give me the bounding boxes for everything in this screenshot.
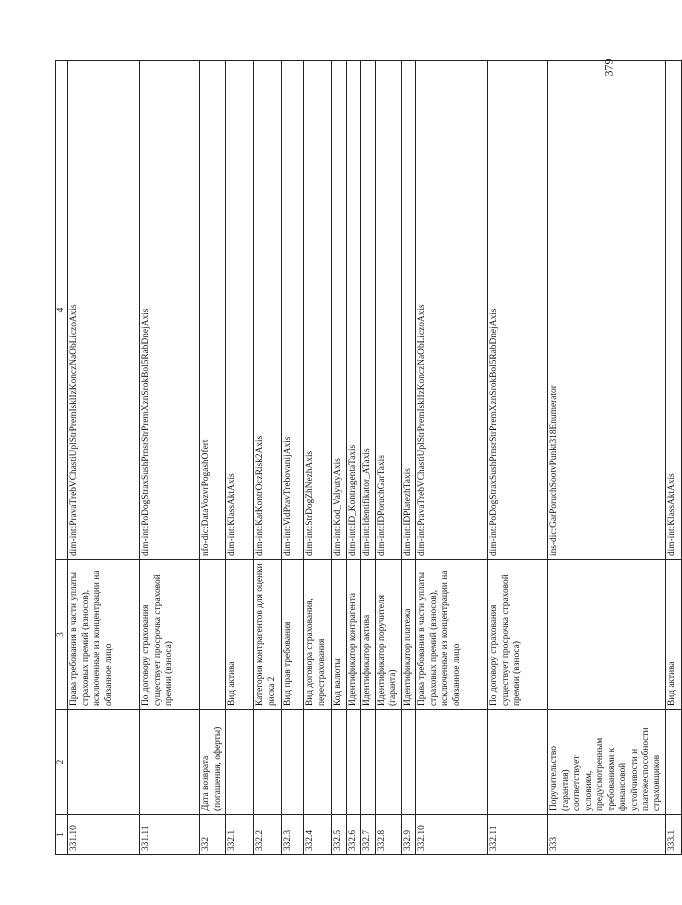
- row-description: Вид актива: [226, 560, 254, 710]
- table-row: [332, 61, 346, 855]
- row-code: nfo-dic:DataVozvrPogashOfert: [200, 61, 226, 560]
- row-number: 331.10: [68, 815, 140, 855]
- row-code: dim-int:Kod_ValyutyAxis: [332, 61, 346, 560]
- row-description: Категория контрагентов для оценки риска 2: [254, 560, 282, 710]
- row-description: Вид договора страхования, перестрахования: [304, 560, 332, 710]
- row-description: Идентификатор платежа: [401, 560, 415, 710]
- row-code: dim-int:KlassAktAxis: [665, 61, 681, 560]
- row-number: 333.1: [665, 815, 681, 855]
- row-code: dim-int:Identifikator_ATaxis: [361, 61, 375, 560]
- row-code: dim-int:PoDogStraxSushPrnsrStrPremXznSrokBol5RabDnejAxis: [488, 61, 548, 560]
- row-number: 332.10: [416, 815, 488, 855]
- header-col-1: 1: [56, 815, 68, 855]
- row-description: Вид прав требования: [282, 560, 304, 710]
- table-row: [346, 61, 360, 855]
- row-number: 332.2: [254, 815, 282, 855]
- row-number: 332.4: [304, 815, 332, 855]
- header-col-4: 4: [56, 61, 68, 560]
- row-name: [375, 710, 401, 815]
- row-code: dim-int:IDPoruchGarTaxis: [375, 61, 401, 560]
- table-row: [140, 61, 200, 855]
- table-row: [226, 61, 254, 855]
- row-code: dim-int:PravaTrebVChastiUplStrPremIsklIzKonczNaObLiczoAxis: [416, 61, 488, 560]
- row-code: dim-int:VidPravTrebovanijAxis: [282, 61, 304, 560]
- row-description: Идентификатор поручителя (гаранта): [375, 560, 401, 710]
- table-row: [68, 61, 140, 855]
- row-description: Идентификатор актива: [361, 560, 375, 710]
- table-row: [401, 61, 415, 855]
- row-name: [401, 710, 415, 815]
- row-number: 332: [200, 815, 226, 855]
- row-code: dim-int:KlassAktAxis: [226, 61, 254, 560]
- row-number: 332.3: [282, 815, 304, 855]
- row-name: [226, 710, 254, 815]
- row-code: dim-int:PoDogStraxSushPrnsrStrPremXznSrokBol5RabDnejAxis: [140, 61, 200, 560]
- row-name: [665, 710, 681, 815]
- header-col-2: 2: [56, 710, 68, 815]
- row-description: Идентификатор контрагента: [346, 560, 360, 710]
- row-code: dim-int:KatKontrOczRisk2Axis: [254, 61, 282, 560]
- table-row: [665, 61, 681, 855]
- header-row: [56, 61, 68, 855]
- row-name: Поручительство (гарантия) соответствует условиям, предусмотренным требованиями к финансовой устойчивости и платежеспособности страховщиков: [548, 710, 666, 815]
- row-code: dim-int:PravaTrebVChastiUplStrPremIsklIzKonczNaObLiczoAxis: [68, 61, 140, 560]
- row-number: 331.11: [140, 815, 200, 855]
- row-number: 332.11: [488, 815, 548, 855]
- indicator-table: [55, 60, 682, 855]
- table-row: [375, 61, 401, 855]
- row-number: 332.9: [401, 815, 415, 855]
- row-number: 332.6: [346, 815, 360, 855]
- row-description: По договору страхования существует просрочка страховой премии (взноса): [140, 560, 200, 710]
- row-code: dim-int:ID_KontragentaTaxis: [346, 61, 360, 560]
- table-body: [68, 61, 681, 855]
- row-description: Вид актива: [665, 560, 681, 710]
- row-description: Права требования в части уплаты страховых премий (взносов), исключенные из концентрации на обязанное лицо: [416, 560, 488, 710]
- row-description: Права требования в части уплаты страховых премий (взносов), исключенные из концентрации на обязанное лицо: [68, 560, 140, 710]
- header-col-3: 3: [56, 560, 68, 710]
- table-row: [304, 61, 332, 855]
- row-name: [68, 710, 140, 815]
- row-description: По договору страхования существует просрочка страховой премии (взноса): [488, 560, 548, 710]
- row-number: 332.1: [226, 815, 254, 855]
- row-name: [140, 710, 200, 815]
- table-row: [254, 61, 282, 855]
- row-description: [548, 560, 666, 710]
- table-row: [416, 61, 488, 855]
- table-row: [200, 61, 226, 855]
- row-name: [488, 710, 548, 815]
- row-number: 332.8: [375, 815, 401, 855]
- row-description: Код валюты: [332, 560, 346, 710]
- row-name: Дата возврата (погашения, оферты): [200, 710, 226, 815]
- row-number: 333: [548, 815, 666, 855]
- row-number: 332.7: [361, 815, 375, 855]
- row-name: [346, 710, 360, 815]
- row-code: dim-int:StrDogZhNezhAxis: [304, 61, 332, 560]
- row-description: [200, 560, 226, 710]
- row-name: [361, 710, 375, 815]
- row-name: [254, 710, 282, 815]
- row-name: [282, 710, 304, 815]
- table-row: [488, 61, 548, 855]
- row-number: 332.5: [332, 815, 346, 855]
- table-row: [361, 61, 375, 855]
- row-name: [416, 710, 488, 815]
- row-code: ins-dic:GarPoruchSootvPunkt318Enumerator: [548, 61, 666, 560]
- page-number: 379: [601, 58, 616, 77]
- table-row: [282, 61, 304, 855]
- table-row: [548, 61, 666, 855]
- row-code: dim-int:IDPlatezhTaxis: [401, 61, 415, 560]
- row-name: [332, 710, 346, 815]
- row-name: [304, 710, 332, 815]
